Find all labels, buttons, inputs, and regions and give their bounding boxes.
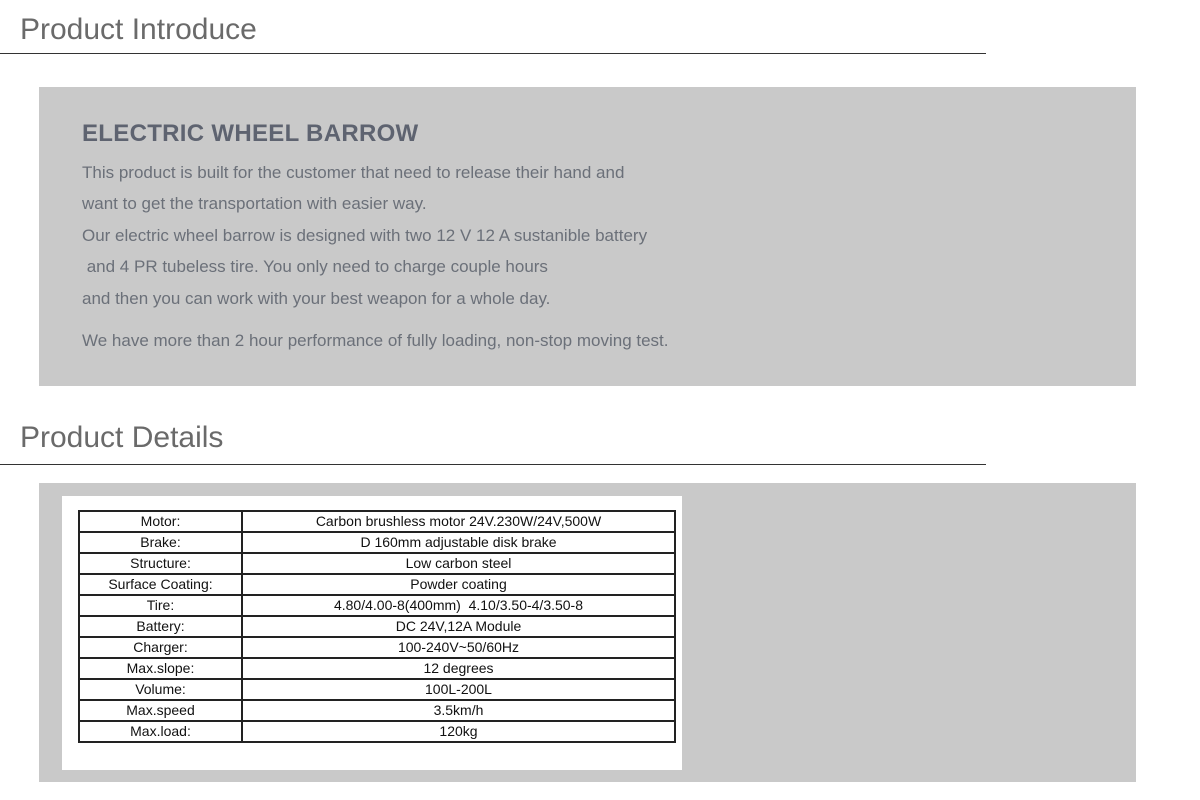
table-row (79, 679, 675, 700)
table-row (79, 616, 675, 637)
spec-table-container (62, 496, 682, 770)
product-introduce-heading: Product Introduce (20, 13, 257, 46)
spec-label: Max.load: (79, 721, 242, 742)
spec-value: Powder coating (242, 574, 675, 595)
intro-line-2: want to get the transportation with easier way. (82, 194, 427, 213)
spec-value: Carbon brushless motor 24V.230W/24V,500W (242, 511, 675, 532)
table-row (79, 721, 675, 742)
intro-line-1: This product is built for the customer that need to release their hand and (82, 163, 625, 182)
spec-label: Surface Coating: (79, 574, 242, 595)
product-title: ELECTRIC WHEEL BARROW (82, 120, 419, 147)
spec-label: Battery: (79, 616, 242, 637)
product-details-divider (0, 464, 986, 465)
table-row (79, 553, 675, 574)
spec-label: Max.speed (79, 700, 242, 721)
product-details-heading: Product Details (20, 421, 224, 454)
spec-value: 100-240V~50/60Hz (242, 637, 675, 658)
product-introduce-divider (0, 53, 986, 54)
table-row (79, 511, 675, 532)
spec-label: Brake: (79, 532, 242, 553)
intro-line-6: We have more than 2 hour performance of fully loading, non-stop moving test. (82, 331, 669, 350)
intro-line-5: and then you can work with your best weapon for a whole day. (82, 289, 551, 308)
spec-label: Tire: (79, 595, 242, 616)
spec-value: 100L-200L (242, 679, 675, 700)
spec-label: Max.slope: (79, 658, 242, 679)
table-row (79, 574, 675, 595)
intro-line-4: and 4 PR tubeless tire. You only need to charge couple hours (82, 257, 548, 276)
spec-value: 4.80/4.00-8(400mm) 4.10/3.50-4/3.50-8 (242, 595, 675, 616)
table-row (79, 637, 675, 658)
spec-value: Low carbon steel (242, 553, 675, 574)
spec-value: 120kg (242, 721, 675, 742)
spec-label: Volume: (79, 679, 242, 700)
table-row (79, 700, 675, 721)
spec-table (78, 510, 676, 743)
table-row (79, 532, 675, 553)
table-row (79, 595, 675, 616)
spec-value: DC 24V,12A Module (242, 616, 675, 637)
spec-label: Motor: (79, 511, 242, 532)
spec-label: Structure: (79, 553, 242, 574)
product-intro-panel (39, 87, 1136, 386)
spec-value: D 160mm adjustable disk brake (242, 532, 675, 553)
table-row (79, 658, 675, 679)
spec-value: 3.5km/h (242, 700, 675, 721)
spec-value: 12 degrees (242, 658, 675, 679)
product-details-panel (39, 483, 1136, 782)
intro-line-3: Our electric wheel barrow is designed with two 12 V 12 A sustanible battery (82, 226, 648, 245)
spec-label: Charger: (79, 637, 242, 658)
